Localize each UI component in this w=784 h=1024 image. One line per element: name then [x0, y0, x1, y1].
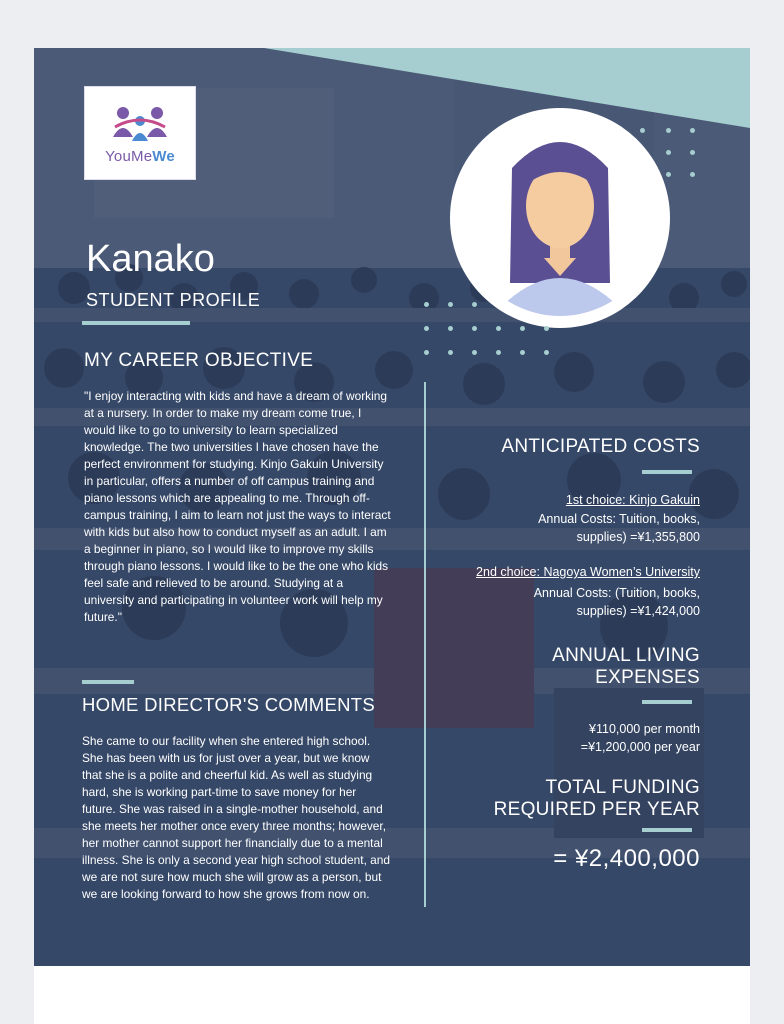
director-text: She came to our facility when she entered high school. She has been with us for just over a year, but we know that she is a polite and cheerful kid. As well as studying hard, she is working part-time to save money for her future. She was raised in a single-mother household, and she meets her mother once every three months; however, her mother cannot support her financially due to a mental illness. She is only a second year high school student, and we are not sure how much she will grow as a person, but we are looking forward to how she grows from now on.	[82, 734, 391, 901]
student-name: Kanako	[86, 238, 215, 280]
choice2-line2: supplies) =¥1,424,000	[576, 604, 700, 618]
choice1-line2: supplies) =¥1,355,800	[576, 530, 700, 544]
accent-bar	[642, 828, 692, 832]
choice2-title: 2nd choice: Nagoya Women’s University	[476, 565, 700, 579]
funding-heading-line2: REQUIRED PER YEAR	[493, 799, 700, 820]
logo	[84, 86, 196, 180]
logo-wordmark: YouMeWe	[105, 148, 175, 165]
avatar	[450, 108, 670, 328]
living-heading-line2: EXPENSES	[595, 667, 700, 688]
living-line1: ¥110,000 per month	[589, 722, 700, 736]
people-logo-icon	[85, 93, 195, 153]
living-line2: =¥1,200,000 per year	[580, 740, 700, 754]
page-footer-area	[34, 966, 750, 1024]
column-divider	[424, 382, 426, 907]
director-heading: HOME DIRECTOR'S COMMENTS	[82, 694, 376, 715]
page-subtitle: STUDENT PROFILE	[86, 290, 261, 310]
funding-heading-line1: TOTAL FUNDING	[545, 777, 700, 798]
funding-total: = ¥2,400,000	[553, 845, 700, 872]
accent-bar	[642, 700, 692, 704]
profile-sheet	[34, 48, 750, 966]
accent-bar	[82, 680, 134, 684]
student-avatar-icon	[450, 108, 670, 328]
costs-heading: ANTICIPATED COSTS	[501, 436, 700, 457]
accent-bar	[82, 321, 190, 325]
choice1-line1: Annual Costs: Tuition, books,	[538, 512, 700, 526]
living-heading-line1: ANNUAL LIVING	[552, 645, 700, 666]
career-heading: MY CAREER OBJECTIVE	[84, 350, 314, 371]
choice2-line1: Annual Costs: (Tuition, books,	[533, 586, 700, 600]
career-text: "I enjoy interacting with kids and have a dream of working at a nursery. In order to make my dream come true, I would like to go to university to learn specialized knowledge. The two universities I have chosen have the perfect environment for studying. Kinjo Gakuin University in particular, offers a number of off campus training and piano lessons which are appealing to me. Through off-campus training, I aim to learn not just the ways to interact with kids but also how to conduct myself as an adult. I am a beginner in piano, so I would like to improve my skills through piano lessons. I would like to be the one who kids feel safe and relieved to be around. Studying at a university and participating in volunteer work will help my future."	[84, 389, 391, 624]
accent-bar	[642, 470, 692, 474]
choice1-title: 1st choice: Kinjo Gakuin	[565, 493, 700, 507]
